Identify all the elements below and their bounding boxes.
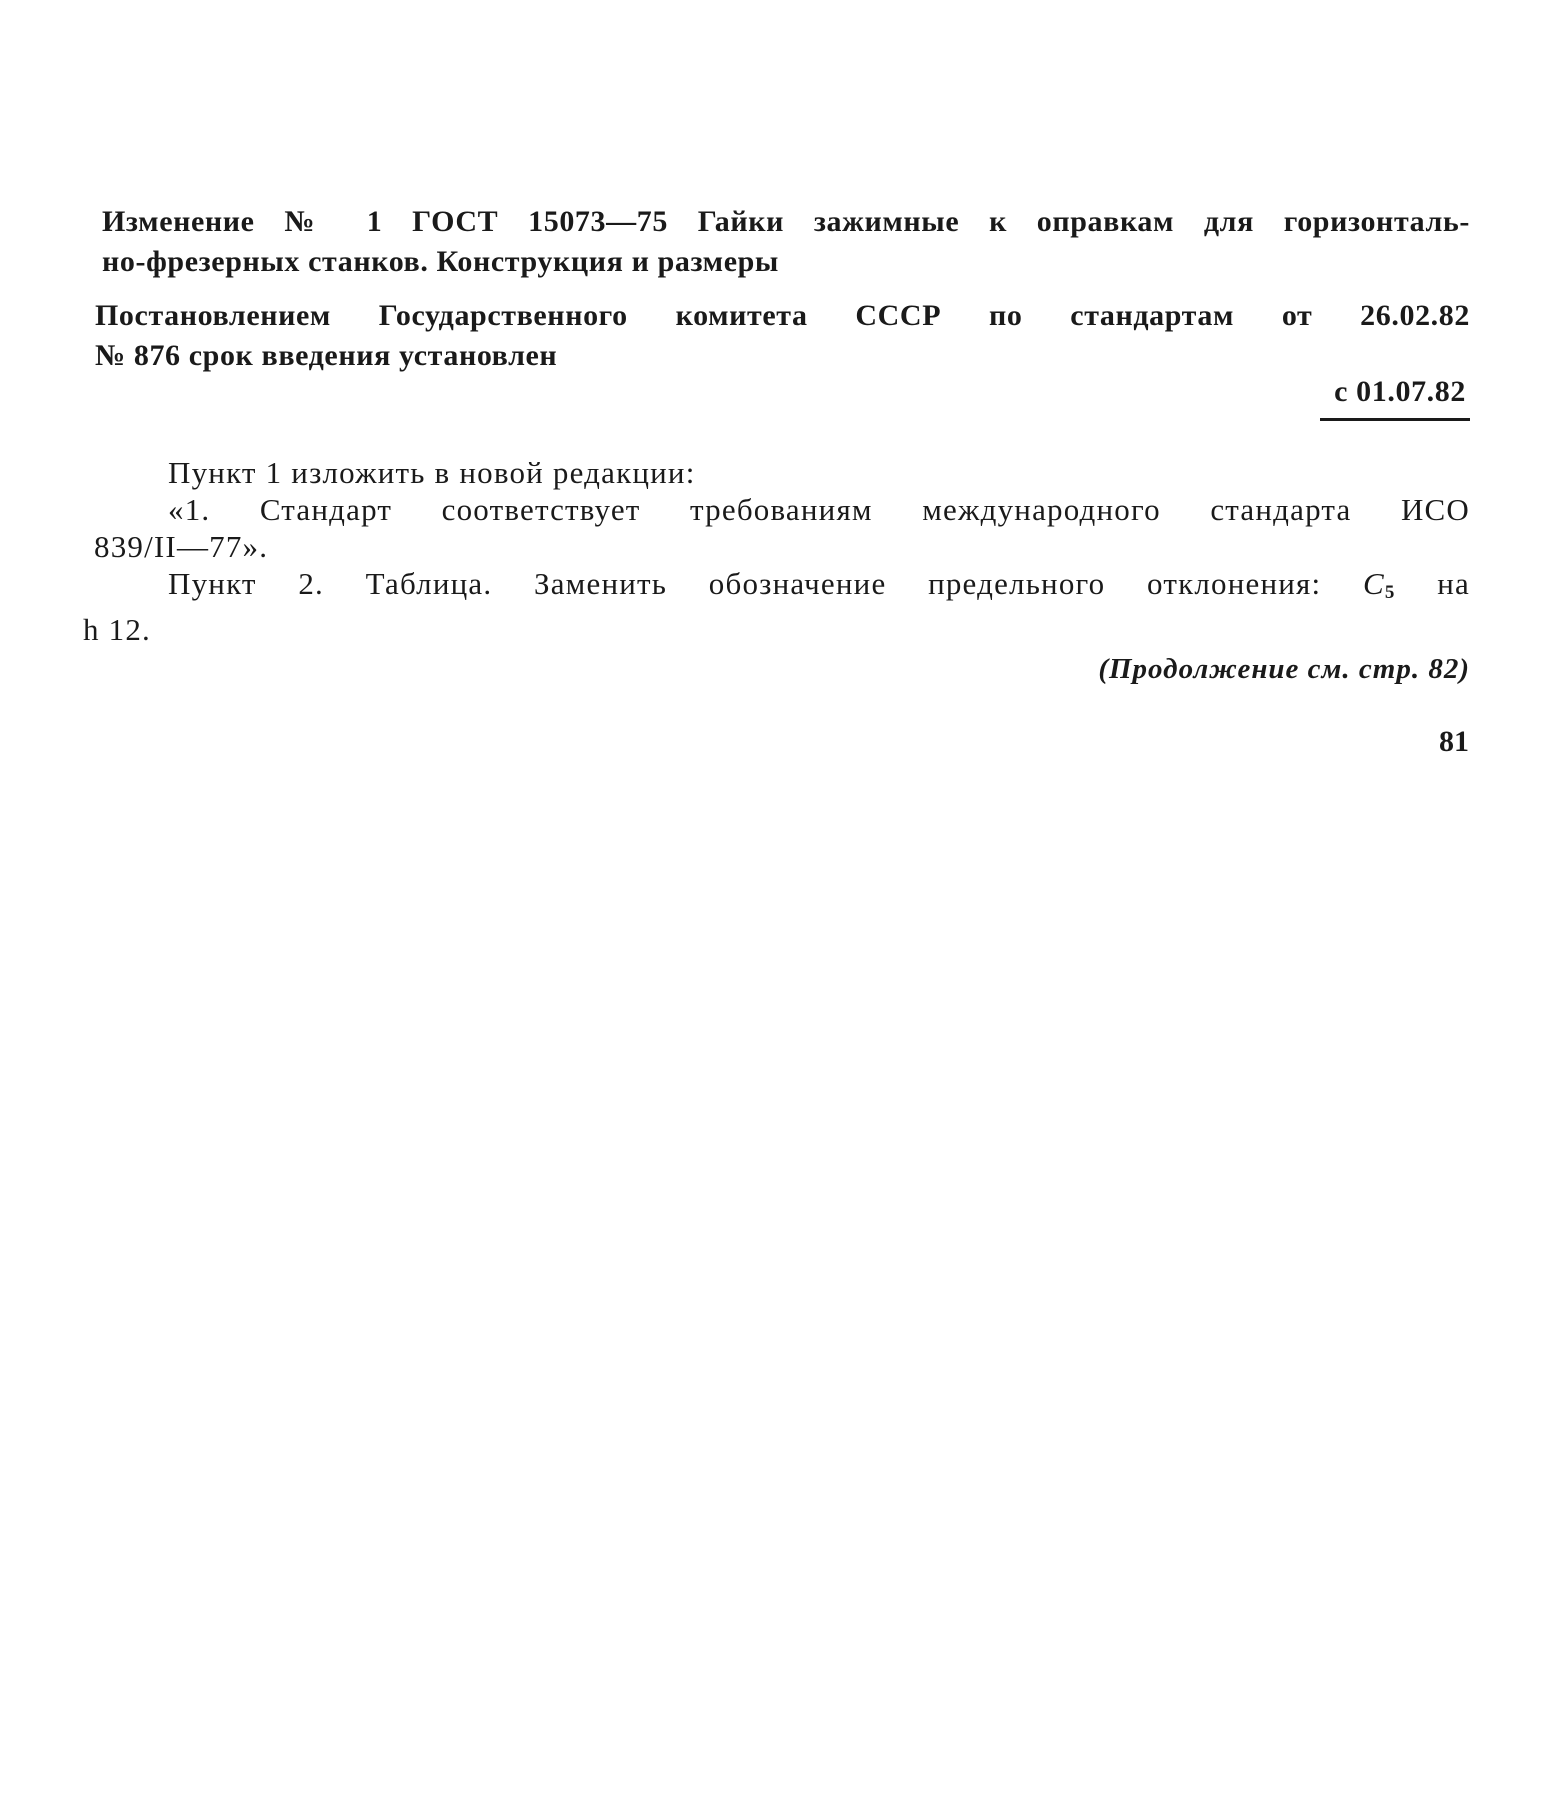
decree-line-1: Постановлением Государственного комитета СССР по стандартам от 26.02.82 <box>95 299 1470 332</box>
amendment-title-line-2: но-фрезерных станков. Конструкция и размеры <box>102 245 779 278</box>
paragraph-2-line-1: «1. Стандарт соответствует требованиям международного стандарта ИСО <box>168 492 1470 527</box>
paragraph-2-line-2: 839/II—77». <box>94 529 269 564</box>
continuation-note: (Продолжение см. стр. 82) <box>1098 653 1470 685</box>
paragraph-3-line-2: h 12. <box>83 612 151 647</box>
decree-line-2: № 876 срок введения установлен <box>95 339 558 372</box>
paragraph-3-end-word: на <box>1437 566 1471 601</box>
amendment-body <box>84 454 1470 648</box>
amendment-title-line-1: Изменение № 1 ГОСТ 15073—75 Гайки зажимные к оправкам для горизонталь- <box>102 205 1470 238</box>
paragraph-3-text: Пункт 2. Таблица. Заменить обозначение предельного отклонения: <box>168 566 1322 601</box>
decree-statement <box>95 296 1470 376</box>
paragraph-1: Пункт 1 изложить в новой редакции: <box>168 455 696 490</box>
tolerance-symbol <box>1363 566 1396 601</box>
amendment-title <box>102 202 1470 282</box>
page-number: 81 <box>1439 725 1469 758</box>
tolerance-symbol-subscript: 5 <box>1384 582 1396 603</box>
effective-date: с 01.07.82 <box>1320 372 1470 421</box>
paragraph-3-line-1 <box>84 565 1470 611</box>
tolerance-symbol-letter: C <box>1363 566 1385 601</box>
